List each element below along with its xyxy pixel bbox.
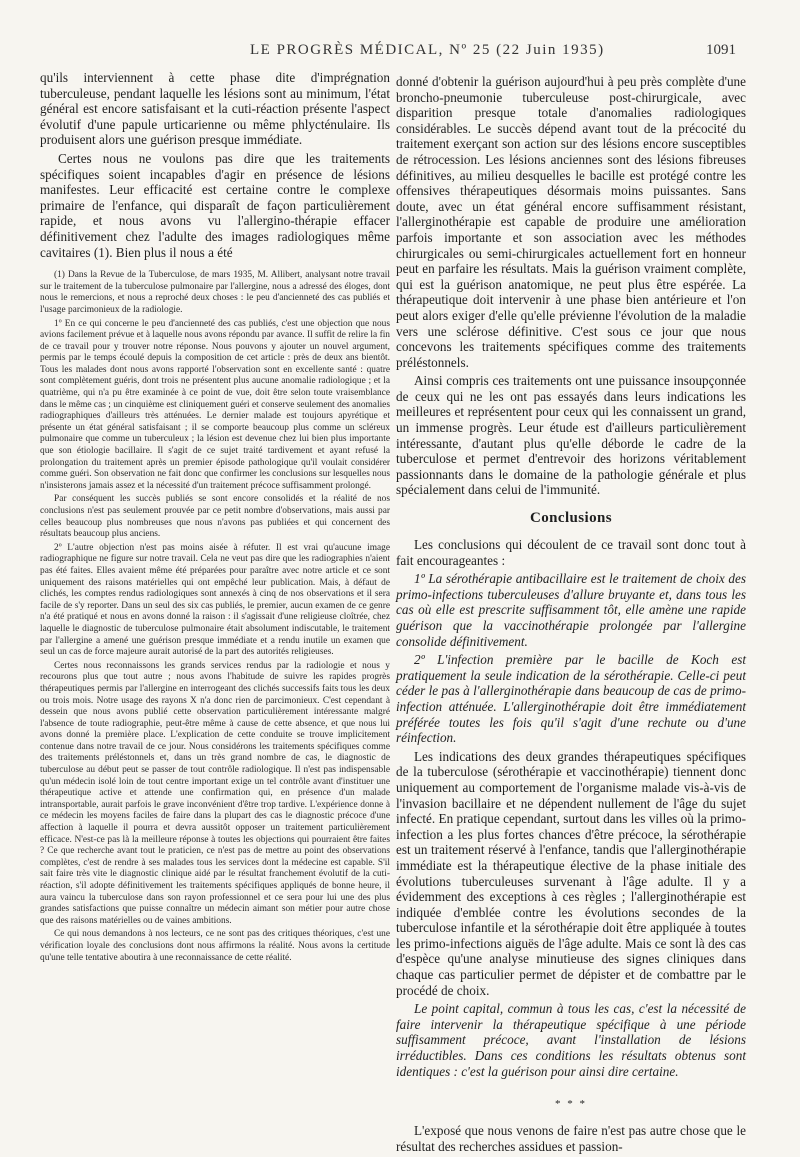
- section-title: Conclusions: [530, 510, 612, 527]
- footnote: 1º En ce qui concerne le peu d'ancienneté des cas publiés, c'est une objection que nous avions facilement prévue et à laquelle nous avons répondu par avance. Il suffit de relire la fin de ce travail pour y trouver notre réponse. Nous pouvons y ajouter un nouvel argument, permis par le temps écoulé depuis la composition de cet article : près de deux ans bientôt. Tous les malades dont nous avons rapporté l'observation sont en excellente santé : quatre sont complètement guéris, dont trois ne présentent plus aucune anomalie radiologique ; et la quatrième, qui n'a pu être examinée à ce point de vue, doit être selon toute vraisemblance dans le même cas ; un cinquième est cliniquement guéri et conserve seulement des anomalies radiographiques d'ailleurs très atténuées. Le dernier malade est toujours apyrétique et présente un état général satisfaisant ; il se comporte beaucoup plus comme un scléreux pulmonaire que comme un tuberculeux ; la lésion est devenue chez lui bien plus importante que son étiologie bacillaire. Il s'agit de ce sujet traité tardivement et ayant refusé la prolongation du traitement après un premier épisode pathologique qu'il voulait considérer comme guéri. Son observation ne fait donc que confirmer les conclusions sur lesquelles nous n'insisterons jamais assez et la nécessité d'un traitement précoce suffisamment prolongé.: [40, 318, 390, 491]
- running-header: [0, 42, 800, 64]
- conclusion-point: 2º L'infection première par le bacille de Koch est pratiquement la seule indication de la sérothérapie. Celle-ci peut céder le pas à l'allerginothérapie dans beaucoup de cas de primo-infection atténuée. L'allerginothérapie doit être immédiatement préférée toutes les fois qu'il s'agit d'une rechute ou d'une réinfection.: [396, 652, 746, 746]
- left-column: [40, 70, 390, 966]
- conclusion-point: 1º La sérothérapie antibacillaire est le traitement de choix des primo-infections tuberculeuses d'allure bruyante et, dans tous les cas où elle est prescrite suffisamment tôt, elle amène une rapide guérison que la vaccinothérapie prolongée par l'allergine consolide définitivement.: [396, 571, 746, 649]
- page-number: 1091: [706, 42, 736, 58]
- body-paragraph: qu'ils interviennent à cette phase dite d'imprégnation tuberculeuse, pendant laquelle les lésions sont au minimum, l'état général est encore satisfaisant et la cuti-réaction présente l'aspect évolutif d'une papule urticarienne ou même phlycténulaire. Ils produisent alors une guérison presque immédiate.: [40, 70, 390, 148]
- right-column: [396, 74, 746, 1157]
- footnote: Certes nous reconnaissons les grands services rendus par la radiologie et nous y recourons plus que tout autre ; nous avons l'habitude de suivre les rapides progrès thérapeutiques permis par l'allergine en interrogeant des clichés successifs faits tous les deux ou trois mois. Notre usage des rayons X n'a donc rien de parcimonieux. C'est cependant à dessein que nous avons publié cette observation particulièrement intéressante malgré l'absence de toute radiographie, peut-être même à cause de cette absence, et que nous lui avons donné la première place. L'explication de cette conduite se trouve implicitement contenue dans notre travail de ce jour. Nous considérons les traitements spécifiques comme des traitements préléstonnels et, dans un très grand nombre de cas, le diagnostic de tuberculose au début peut se passer de tout contrôle radiologique. Il n'est pas indispensable qu'un médecin isolé loin de tout centre important exige un tel contrôle avant d'instituer une thérapeutique active et attende une confirmation qui, en présence d'un malade intransportable, aurait parfois le grave inconvénient d'être trop tardive. L'expérience donne à ce médecin les moyens faciles de faire dans la plupart des cas le diagnostic précoce d'une affection à laquelle il pourra et devra aussitôt opposer un traitement particulièrement efficace. N'est-ce pas là la meilleure réponse à toutes les objections qui pourraient être faites ? Ce que recherche avant tout le praticien, ce n'est pas de mettre au point des observations complètes, c'est de rendre à ses malades tous les services dont la médecine est capable. S'il sait faire très vite le diagnostic clinique aidé par le résultat franchement évolutif de la cuti-réaction, s'il adopte définitivement les traitements spécifiques appliqués de bonne heure, il aura vaincu la tuberculose dans son rayon professionnel et ce sera pour lui une des plus grandes satisfactions que puisse connaître un médecin aimant son métier pour autre chose que des raisons matérielles ou de vaines ambitions.: [40, 660, 390, 926]
- running-title: LE PROGRÈS MÉDICAL, Nº 25 (22 Juin 1935): [250, 42, 605, 58]
- conclusion-paragraph: Les indications des deux grandes thérapeutiques spécifiques de la tuberculose (sérothérapie et vaccinothérapie) tiennent donc uniquement au comportement de l'organisme malade vis-à-vis de l'invasion bacillaire et ne dépendent nullement de l'âge du sujet infecté. En pratique cependant, surtout dans les villes où la primo-infection a les plus fortes chances d'être précoce, la sérothérapie est un traitement réservé à l'enfance, tandis que l'allerginothérapie immédiate est la thérapeutique élective de la phase initiale des évolutions tuberculeuses survenant à l'âge adulte. Il y a évidemment des exceptions à ces règles ; l'allerginothérapie est indiquée d'emblée contre les évolutions secondes de la tuberculose infantile et la sérothérapie doit être appliquée à toutes les primo-infections aiguës de l'âge adulte. Mais ce sont là des cas d'espèce qu'une analyse minutieuse des signes cliniques dans chaque cas particulier permet de dépister et de combattre par le procédé de choix.: [396, 748, 746, 998]
- footnote: Ce qui nous demandons à nos lecteurs, ce ne sont pas des critiques théoriques, c'est une vérification loyale des conclusions dont nous affirmons la réalité. Nous avons la certitude qu'une telle tentative aboutira à une reconnaissance de cette réalité.: [40, 929, 390, 963]
- conclusion-paragraph: Le point capital, commun à tous les cas, c'est la nécessité de faire intervenir la thérapeutique spécifique à une période suffisamment précoce, avant l'installation de lésions irréductibles. Dans ces conditions les résultats obtenus sont identiques : c'est la guérison pour ainsi dire certaine.: [396, 1001, 746, 1079]
- body-paragraph: donné d'obtenir la guérison aujourd'hui à peu près complète d'une broncho-pneumonie tuberculeuse post-chirurgicale, avec disparition presque totale d'anomalies radiologiques considérables. Le succès dépend avant tout de la précocité du traitement exerçant son action sur des lésions encore susceptibles de rétrocession. Les lésions anciennes sont des lésions fibreuses définitives, au milieu desquelles le bacille est protégé contre les offensives thérapeutiques désormais moins puissantes. Sans doute, avec un état général encore suffisamment résistant, l'allerginothérapie est capable de produire une amélioration parfois importante et son association avec les méthodes chirurgicales ou semi-chirurgicales actuellement fort en honneur peut en parfaire les résultats. Mais la guérison vraiment complète, qui est la guérison anatomique, ne peut plus être espérée. La thérapeutique doit intervenir à une phase bien antérieure et l'on peut alors exiger d'elle qu'elle prévienne l'évolution de la maladie vers une sclérose définitive. C'est sous ce jour que nous concevons les traitements spécifiques comme des traitements préléstonnels.: [396, 74, 746, 370]
- section-separator: * * *: [555, 1098, 587, 1111]
- footnote: 2º L'autre objection n'est pas moins aisée à réfuter. Il est vrai qu'aucune image radiographique ne figure sur notre travail. Cela ne veut pas dire que les radiographies n'aient pas été faites. Elles avaient même été préparées pour paraître avec notre article et ce sont uniquement des raisons matérielles qui ont empêché leur publication. Mais, à défaut de clichés, les comptes rendus radiologiques sont annexés à cinq de nos observations et il sera facile de s'y reporter. Dans un seul des six cas publiés, le premier, aucun examen de ce genre n'a été pratiqué et nous en avons donné la raison : il s'agissait d'une religieuse cloîtrée, chez laquelle le diagnostic de tuberculose pulmonaire était absolument indiscutable, le traitement par l'allergine a amené une guérison presque immédiate et a rendu inutile un examen que seul un cas de force majeure aurait autorisé de la part des autorités religieuses.: [40, 542, 390, 658]
- footnote: Par conséquent les succès publiés se sont encore consolidés et la réalité de nos conclusions n'est pas seulement prouvée par ce petit nombre d'observations, mais aussi par celles beaucoup plus nombreuses que nous n'avons pas publiées et qui concernent des résultats beaucoup plus anciens.: [40, 494, 390, 540]
- body-paragraph: Certes nous ne voulons pas dire que les traitements spécifiques soient incapables d'agir en présence de lésions manifestes. Leur efficacité est certaine contre le complexe primaire de l'enfance, qui disparaît de façon particulièrement rapide, et nous avons vu l'allergino-thérapie effacer définitivement chez l'adulte des images radiologiques même cavitaires (1). Bien plus il nous a été: [40, 150, 390, 260]
- footnote: (1) Dans la Revue de la Tuberculose, de mars 1935, M. Allibert, analysant notre travail sur le traitement de la tuberculose pulmonaire par l'allergine, nous a adressé des éloges, dont nous le remercions, et nous a reproché deux choses : le peu d'ancienneté des cas publiés et l'usage parcimonieux de la radiologie.: [40, 270, 390, 315]
- closing-paragraph: L'exposé que nous venons de faire n'est pas autre chose que le résultat des recherches assidues et passion-: [396, 1123, 746, 1154]
- body-paragraph: Ainsi compris ces traitements ont une puissance insoupçonnée de ceux qui ne les ont pas essayés dans leurs indications les meilleures et représentent pour ceux qui les connaissent un grand, un immense progrès. Leur étude est d'ailleurs particulièrement intéressante, d'autant plus qu'elle déborde le cadre de la tuberculose et permet d'entrevoir des horizons véritablement passionnants dans le domaine de la pathologie générale et plus spécialement dans celui de l'immunité.: [396, 373, 746, 498]
- conclusion-intro: Les conclusions qui découlent de ce travail sont donc tout à fait encourageantes :: [396, 537, 746, 568]
